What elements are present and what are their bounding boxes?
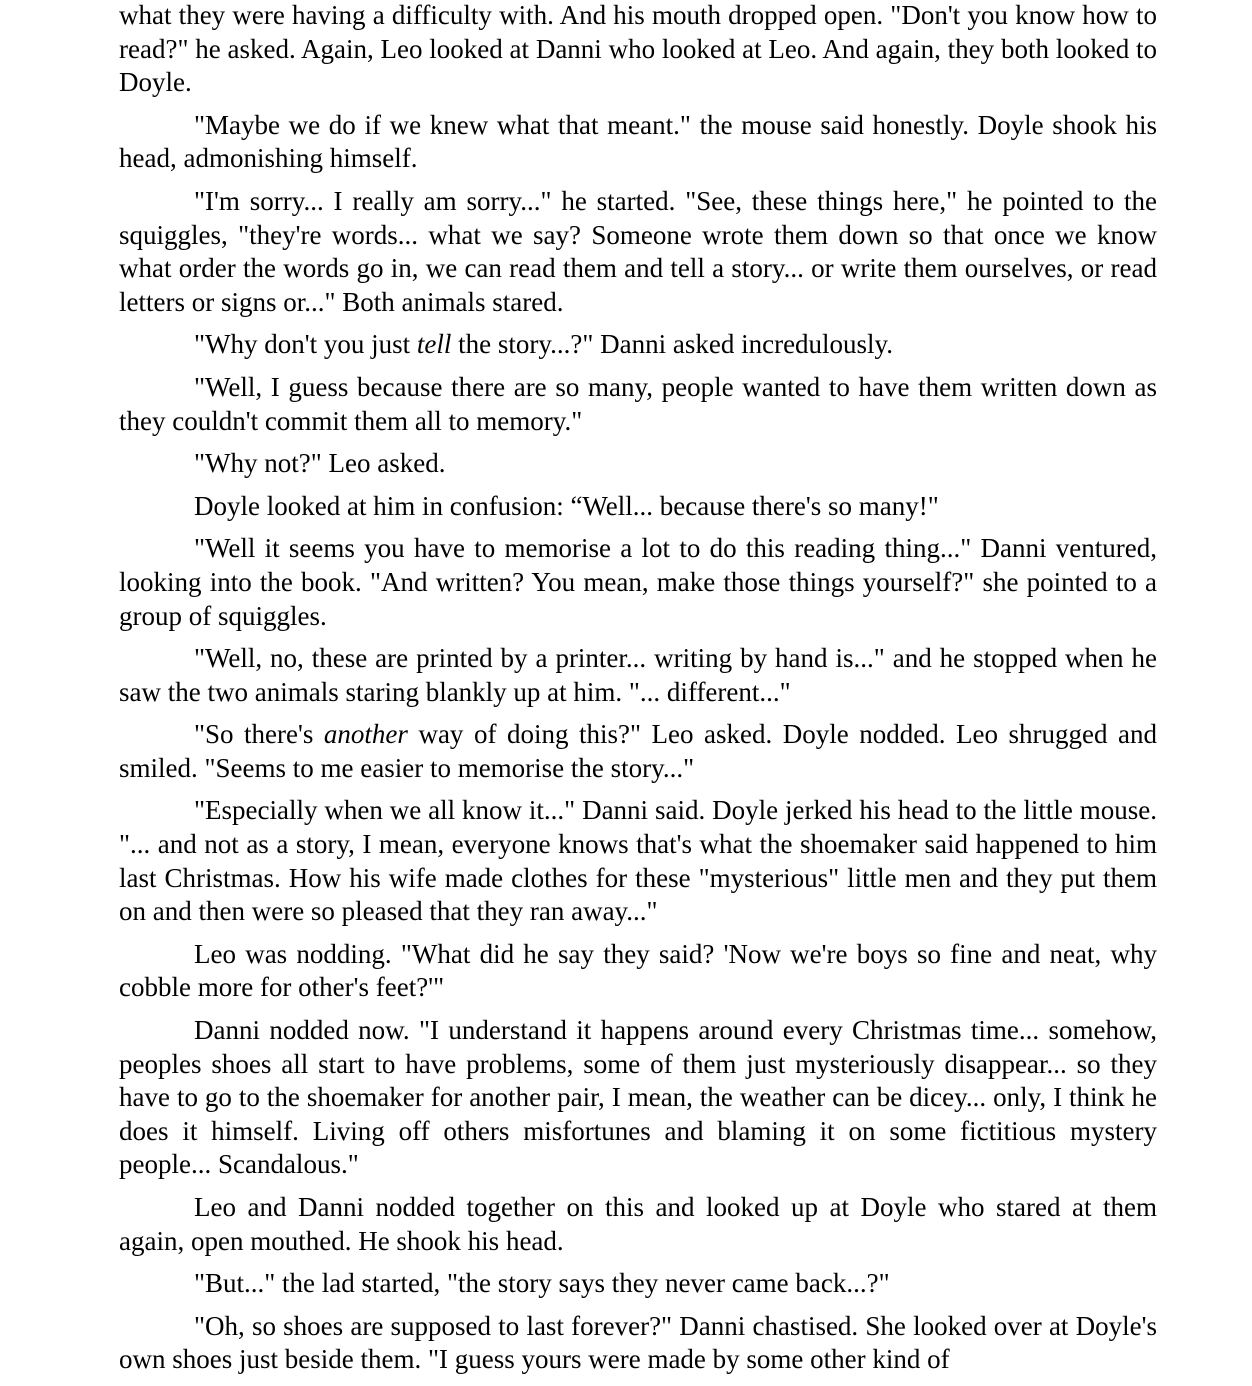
paragraph-text: way of doing this?" Leo asked. Doyle nodded. Leo shrugged and smiled. "Seems to me easier to memorise the story..." xyxy=(119,719,1157,783)
paragraph-3 xyxy=(119,185,1157,319)
document-page xyxy=(119,0,1157,1386)
paragraph-6 xyxy=(119,447,1157,481)
paragraph-8 xyxy=(119,532,1157,633)
paragraph-text: "Why not?" Leo asked. xyxy=(194,448,446,479)
paragraph-12 xyxy=(119,938,1157,1005)
paragraph-text: "So there's xyxy=(194,719,324,750)
paragraph-2 xyxy=(119,109,1157,176)
paragraph-text: "I'm sorry... I really am sorry..." he started. "See, these things here," he pointed to the squiggles, "they're words... what we say? Someone wrote them down so that once we know what order the words go in, we can read them and tell a story... or write them ourselves, or read letters or signs or..." Both animals stared. xyxy=(119,185,1157,317)
paragraph-text: "Especially when we all know it..." Danni said. Doyle jerked his head to the little mouse. "... and not as a story, I mean, everyone knows that's what the shoemaker said happened to him last Christmas. How his wife made clothes for these "mysterious" little men and they put them on and then were so pleased that they ran away..." xyxy=(119,795,1157,927)
paragraph-text: Leo was nodding. "What did he say they said? 'Now we're boys so fine and neat, why cobble more for other's feet?'" xyxy=(119,938,1157,1003)
paragraph-text: "Well, no, these are printed by a printer... writing by hand is..." and he stopped when he saw the two animals staring blankly up at him. "... different..." xyxy=(119,643,1157,707)
paragraph-text: "Why don't you just xyxy=(194,329,417,360)
paragraph-1 xyxy=(119,0,1157,100)
paragraph-text: Danni nodded now. "I understand it happens around every Christmas time... somehow, peoples shoes all start to have problems, some of them just mysteriously disappear... so they have to go to the shoemaker for another pair, I mean, the weather can be dicey... only, I think he does it himself. Living off others misfortunes and blaming it on some fictitious mystery people... Scandalous." xyxy=(119,1015,1157,1180)
paragraph-text: "But..." the lad started, "the story says they never came back...?" xyxy=(194,1268,890,1299)
paragraph-16 xyxy=(119,1310,1157,1377)
paragraph-text: "Well it seems you have to memorise a lot to do this reading thing..." Danni ventured, looking into the book. "And written? You mean, make those things yourself?" she pointed to a group of squiggles. xyxy=(119,533,1157,631)
paragraph-7 xyxy=(119,490,1157,524)
paragraph-4 xyxy=(119,328,1157,362)
paragraph-text: "Maybe we do if we knew what that meant." the mouse said honestly. Doyle shook his head, admonishing himself. xyxy=(119,109,1157,174)
paragraph-9 xyxy=(119,642,1157,709)
paragraph-text: "Oh, so shoes are supposed to last forever?" Danni chastised. She looked over at Doyle's own shoes just beside them. "I guess yours were made by some other kind of xyxy=(119,1310,1157,1375)
emphasis-text: another xyxy=(323,719,408,750)
paragraph-13 xyxy=(119,1014,1157,1182)
paragraph-5 xyxy=(119,371,1157,438)
paragraph-10 xyxy=(119,718,1157,785)
paragraph-text: "Well, I guess because there are so many, people wanted to have them written down as they couldn't commit them all to memory." xyxy=(119,371,1157,436)
paragraph-text: Leo and Danni nodded together on this and looked up at Doyle who stared at them again, open mouthed. He shook his head. xyxy=(119,1192,1157,1256)
paragraph-text: Doyle looked at him in confusion: “Well... because there's so many!" xyxy=(194,490,939,521)
paragraph-15 xyxy=(119,1267,1157,1301)
paragraph-14 xyxy=(119,1191,1157,1258)
paragraph-text: the story...?" Danni asked incredulously. xyxy=(451,329,894,360)
paragraph-11 xyxy=(119,794,1157,928)
paragraph-text: what they were having a difficulty with. And his mouth dropped open. "Don't you know how to read?" he asked. Again, Leo looked at Danni who looked at Leo. And again, they both looked to Doyle. xyxy=(119,0,1157,98)
emphasis-text: tell xyxy=(416,329,452,360)
